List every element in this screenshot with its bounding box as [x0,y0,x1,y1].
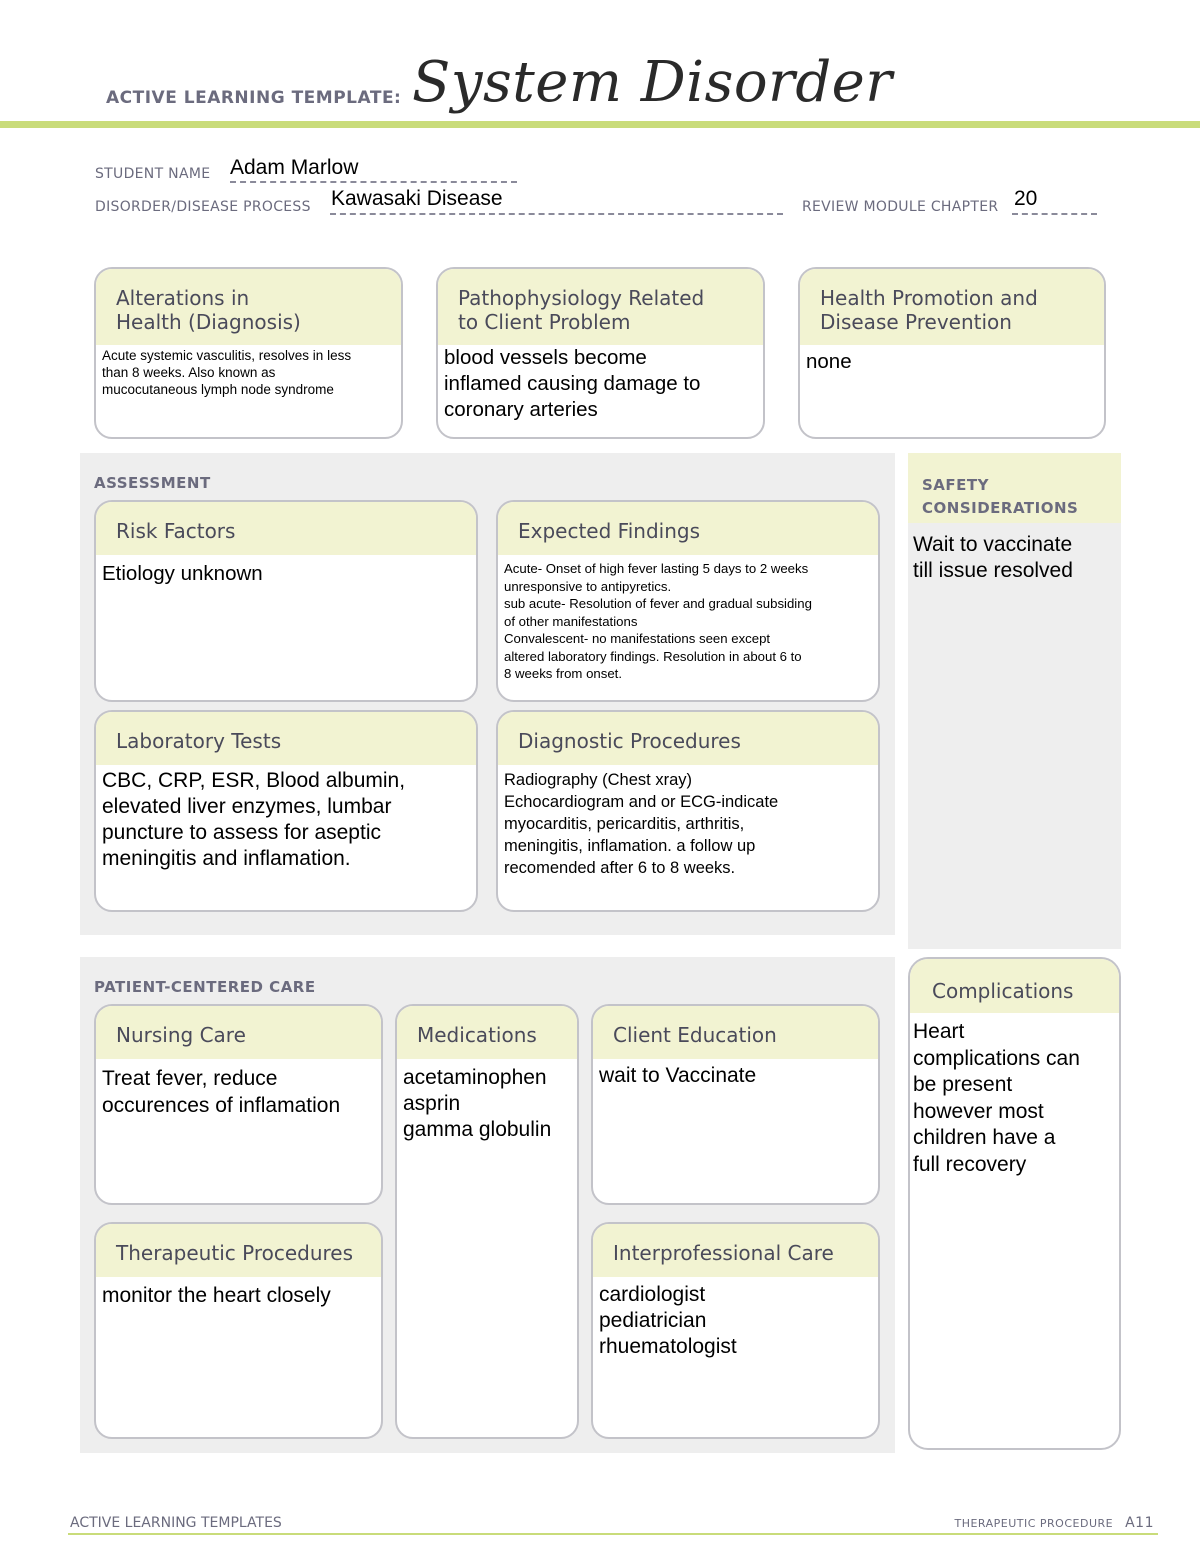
therapeutic-procedures-body[interactable]: monitor the heart closely [102,1284,331,1307]
patient-centered-care-title: PATIENT-CENTERED CARE [94,978,316,996]
complications-body[interactable]: Heart complications can be present however most children have a full recovery [913,1020,1080,1176]
health-promotion-title: Health Promotion and Disease Prevention [800,269,1104,345]
alterations-title: Alterations in Health (Diagnosis) [96,269,401,345]
header-rule [0,121,1200,128]
interprofessional-care-body[interactable]: cardiologist pediatrician rhuematologist [599,1283,737,1358]
footer-right [954,1515,1154,1531]
laboratory-tests-body[interactable]: CBC, CRP, ESR, Blood albumin, elevated liver enzymes, lumbar puncture to assess for aseptic meningitis and inflamation. [102,769,406,870]
footer-left: ACTIVE LEARNING TEMPLATES [70,1515,282,1531]
alterations-box [94,267,403,439]
nursing-care-box [94,1004,383,1205]
diagnostic-procedures-title: Diagnostic Procedures [498,712,878,765]
medications-title: Medications [397,1006,577,1059]
pathophysiology-title: Pathophysiology Related to Client Problem [438,269,763,345]
client-education-title: Client Education [593,1006,878,1059]
chapter-field[interactable]: 20 [1014,187,1038,210]
disorder-field[interactable]: Kawasaki Disease [331,187,503,210]
medications-body[interactable]: acetaminophen asprin gamma globulin [403,1066,552,1141]
health-promotion-body[interactable]: none [806,350,852,373]
chapter-underline [1012,213,1097,215]
client-education-body[interactable]: wait to Vaccinate [599,1064,757,1087]
disorder-underline [330,213,783,215]
risk-factors-box [94,500,478,702]
student-name-underline [230,181,517,183]
assessment-title: ASSESSMENT [94,474,211,492]
alterations-body[interactable]: Acute systemic vasculitis, resolves in less than 8 weeks. Also known as mucocutaneous lymph node syndrome [102,348,352,397]
page-number: A11 [1125,1515,1154,1531]
safety-body[interactable]: Wait to vaccinate till issue resolved [913,533,1073,582]
risk-factors-title: Risk Factors [96,502,476,555]
medications-box [395,1004,579,1439]
therapeutic-procedures-title: Therapeutic Procedures [96,1224,381,1277]
safety-title: SAFETY CONSIDERATIONS [922,476,1079,517]
laboratory-tests-title: Laboratory Tests [96,712,476,765]
expected-findings-box [496,500,880,702]
page-title: System Disorder [412,50,893,115]
complications-box [908,957,1121,1450]
diagnostic-procedures-box [496,710,880,912]
risk-factors-body[interactable]: Etiology unknown [102,562,263,585]
complications-title: Complications [910,959,1119,1013]
student-name-label: STUDENT NAME [95,166,211,182]
expected-findings-body[interactable]: Acute- Onset of high fever lasting 5 days to 2 weeks unresponsive to antipyretics. sub acute- Resolution of fever and gradual subsiding of other manifestations Convalescent- no manifestations seen except altered laboratory findings. Resolution in about 6 to 8 weeks from onset. [504,561,812,681]
expected-findings-title: Expected Findings [498,502,878,555]
safety-panel [908,453,1121,949]
footer-rule [68,1533,1158,1535]
interprofessional-care-box [591,1222,880,1439]
diagnostic-procedures-body[interactable]: Radiography (Chest xray) Echocardiogram and or ECG-indicate myocarditis, pericarditis, arthritis, meningitis, inflamation. a follow up recomended after 6 to 8 weeks. [504,771,779,877]
disorder-label: DISORDER/DISEASE PROCESS [95,199,311,215]
footer-section: THERAPEUTIC PROCEDURE [954,1517,1114,1530]
template-label: ACTIVE LEARNING TEMPLATE: [106,88,402,108]
pathophysiology-body[interactable]: blood vessels become inflamed causing damage to coronary arteries [444,346,701,421]
laboratory-tests-box [94,710,478,912]
client-education-box [591,1004,880,1205]
therapeutic-procedures-box [94,1222,383,1439]
pathophysiology-box [436,267,765,439]
nursing-care-title: Nursing Care [96,1006,381,1059]
interprofessional-care-title: Interprofessional Care [593,1224,878,1277]
nursing-care-body[interactable]: Treat fever, reduce occurences of inflamation [102,1067,341,1117]
student-name-field[interactable]: Adam Marlow [230,156,359,179]
health-promotion-box [798,267,1106,439]
chapter-label: REVIEW MODULE CHAPTER [802,199,999,215]
